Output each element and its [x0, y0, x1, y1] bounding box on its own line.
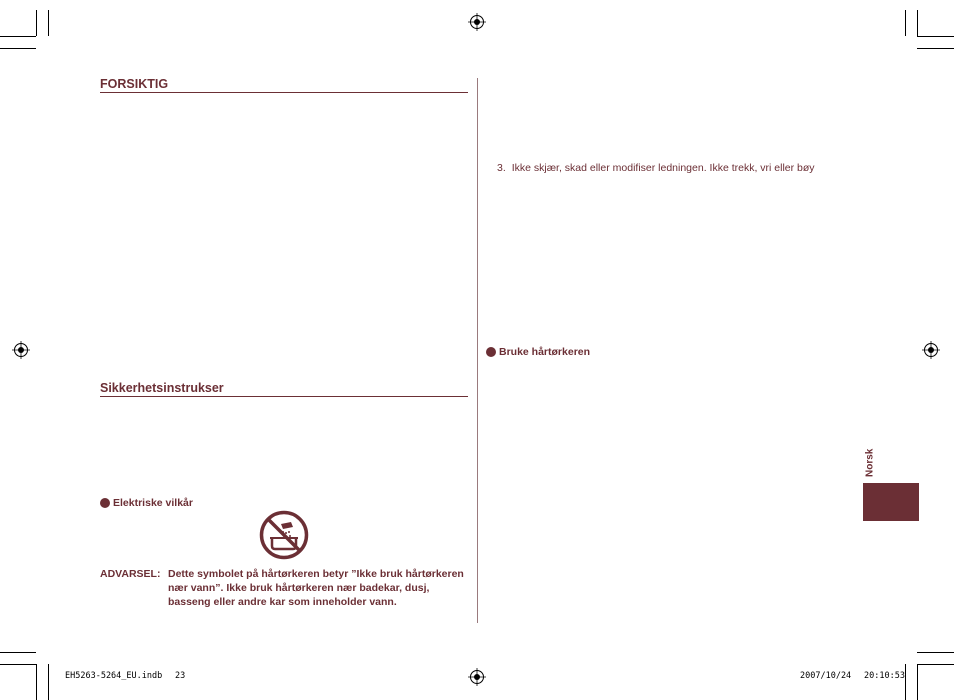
crop-mark [0, 48, 36, 49]
bullet-using-dryer [486, 346, 590, 358]
crop-mark [917, 36, 954, 37]
warning-block [100, 567, 470, 623]
crop-mark [0, 664, 36, 665]
registration-mark-icon [468, 668, 486, 686]
crop-mark [917, 10, 918, 36]
bullet-electrical-conditions [100, 497, 193, 509]
footer-page: 23 [175, 671, 186, 681]
crop-mark [0, 36, 36, 37]
language-side-label: Norsk [864, 448, 876, 478]
warning-text: Dette symbolet på hårtørkeren betyr ”Ikke bruk hårtørkeren nær vann”. Ikke bruk hårtørkeren nær badekar, dusj, basseng eller andre kar som inneholder vann. [168, 568, 464, 608]
footer-file: EH5263-5264_EU.indb [65, 671, 163, 681]
crop-mark [48, 664, 49, 700]
crop-mark [905, 664, 906, 700]
footer-date: 2007/10/24 [800, 671, 852, 681]
crop-mark [905, 10, 906, 36]
list-item-3 [497, 162, 815, 174]
registration-mark-icon [12, 341, 30, 359]
language-tab [863, 483, 919, 521]
crop-mark [917, 652, 954, 653]
crop-mark [0, 652, 36, 653]
bullet-electrical-label: Elektriske vilkår [113, 497, 193, 509]
bullet-dot-icon [100, 498, 110, 508]
registration-mark-icon [922, 341, 940, 359]
warning-label: ADVARSEL: [100, 568, 161, 580]
crop-mark [48, 10, 49, 36]
list-item-number: 3. [497, 162, 506, 174]
crop-mark [917, 664, 954, 665]
bullet-using-label: Bruke hårtørkeren [499, 346, 591, 358]
crop-mark [917, 664, 918, 700]
bullet-dot-icon [486, 347, 496, 357]
heading-caution: FORSIKTIG [100, 77, 468, 93]
heading-safety-instructions: Sikkerhetsinstrukser [100, 381, 468, 397]
no-water-symbol-icon [259, 510, 309, 560]
crop-mark [36, 664, 37, 700]
crop-mark [917, 48, 954, 49]
footer-time: 20:10:53 [864, 671, 905, 681]
registration-mark-icon [468, 13, 486, 31]
list-item-text: Ikke skjær, skad eller modifiser ledningen. Ikke trekk, vri eller bøy [511, 162, 815, 174]
column-divider [477, 78, 478, 623]
crop-mark [36, 10, 37, 36]
